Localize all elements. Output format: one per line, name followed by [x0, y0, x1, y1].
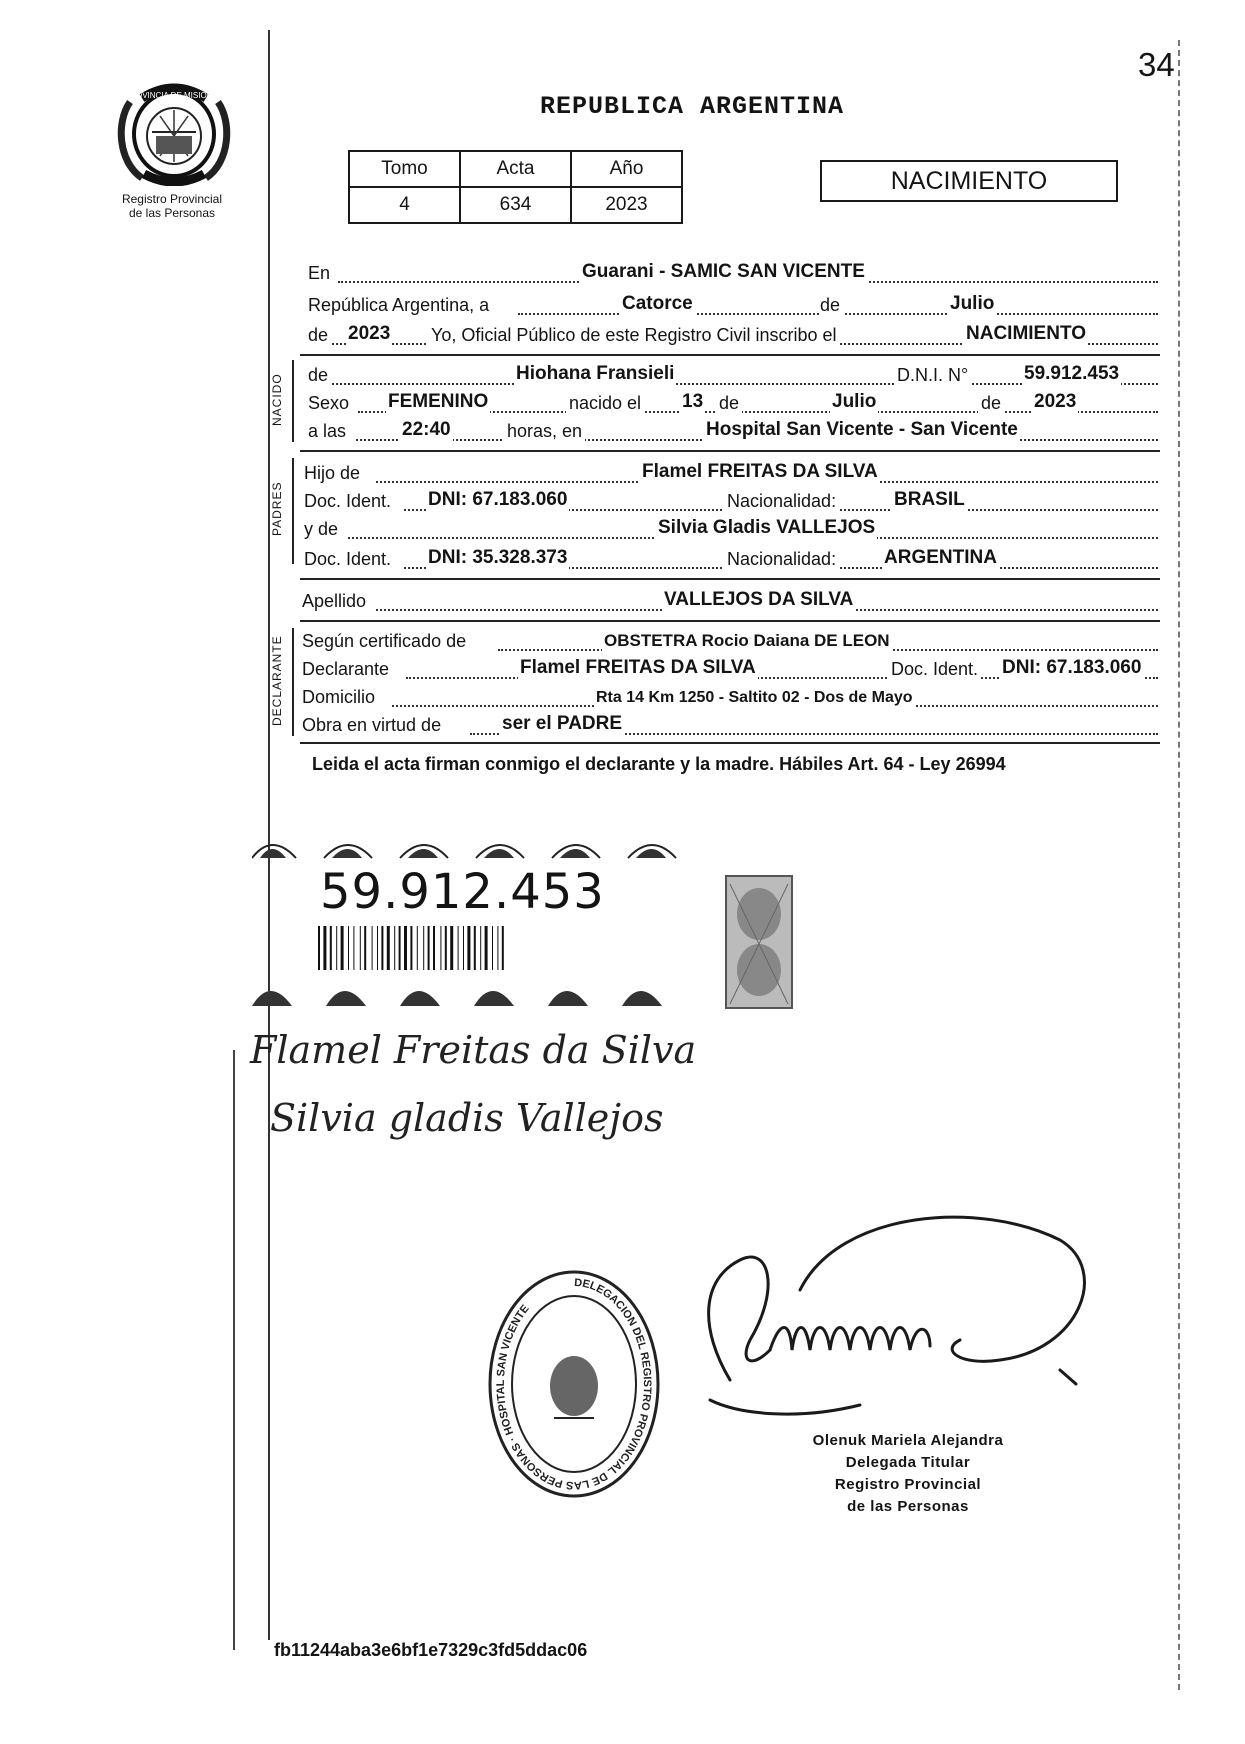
- father-nationality: BRASIL: [894, 489, 965, 510]
- acta-value-acta: 634: [460, 187, 571, 223]
- inscribo-value: NACIMIENTO: [966, 323, 1086, 344]
- mother-doc: DNI: 35.328.373: [428, 547, 568, 568]
- address-value: Rta 14 Km 1250 - Saltito 02 - Dos de Mayo: [596, 689, 913, 706]
- line-apellido: Apellido VALLEJOS DA SILVA: [302, 590, 1158, 614]
- acta-table: [348, 150, 683, 224]
- birth-day: 13: [682, 391, 704, 412]
- acta-header-tomo: Tomo: [349, 151, 460, 187]
- father-doc: DNI: 67.183.060: [428, 489, 568, 510]
- birth-year: 2023: [1034, 391, 1077, 412]
- sex-value: FEMENINO: [388, 391, 489, 412]
- child-name: Hiohana Fransieli: [516, 363, 675, 384]
- dni-card-number: 59.912.453: [320, 864, 605, 920]
- line-padre: Hijo de Flamel FREITAS DA SILVA: [304, 462, 1158, 486]
- place-value: Guarani - SAMIC SAN VICENTE: [582, 261, 865, 282]
- logo-caption-line2: de las Personas: [128, 206, 216, 220]
- line-nacido-time: a las 22:40 horas, en Hospital San Vicente - San Vicente: [308, 420, 1158, 444]
- record-type-box: NACIMIENTO: [820, 160, 1118, 202]
- barcode: [316, 926, 570, 970]
- line-padre-doc: Doc. Ident. DNI: 67.183.060 Nacionalidad: BRASIL: [304, 490, 1158, 514]
- official-role: Delegada Titular: [845, 1454, 971, 1471]
- logo-top-text: PROVINCIA DE MISIONES: [124, 91, 224, 100]
- line-declarante: Declarante Flamel FREITAS DA SILVA Doc. Ident. DNI: 67.183.060: [302, 658, 1158, 682]
- birth-month: Julio: [832, 391, 877, 412]
- page-edge-line: [1178, 40, 1180, 1690]
- official-block: [784, 1430, 1032, 1518]
- section-label-nacido: NACIDO: [270, 373, 284, 426]
- acta-value-tomo: 4: [349, 187, 460, 223]
- margin-line-lower: [233, 1050, 235, 1650]
- declarant-name: Flamel FREITAS DA SILVA: [520, 657, 756, 678]
- acta-value-anio: 2023: [571, 187, 682, 223]
- line-domicilio: Domicilio Rta 14 Km 1250 - Saltito 02 - Dos de Mayo: [302, 686, 1158, 710]
- line-madre: y de Silvia Gladis VALLEJOS: [304, 518, 1158, 542]
- line-inscribo: de 2023 Yo, Oficial Público de este Registro Civil inscribo el NACIMIENTO: [308, 324, 1158, 348]
- page-number: 34: [1138, 46, 1175, 83]
- section-label-declarante: DECLARANTE: [270, 635, 284, 726]
- official-office-line1: Registro Provincial: [834, 1476, 982, 1493]
- closing-statement: Leida el acta firman conmigo el declarante y la madre. Hábiles Art. 64 - Ley 26994: [312, 754, 1006, 774]
- security-rosette-strip-top: [252, 832, 684, 862]
- acta-header-anio: Año: [571, 151, 682, 187]
- father-name: Flamel FREITAS DA SILVA: [642, 461, 878, 482]
- document-hash: fb11244aba3e6bf1e7329c3fd5ddac06: [274, 1640, 588, 1660]
- month-value: Julio: [950, 293, 995, 314]
- mother-name: Silvia Gladis VALLEJOS: [658, 517, 876, 538]
- obra-value: ser el PADRE: [502, 713, 623, 734]
- mother-nationality: ARGENTINA: [884, 547, 997, 568]
- line-nacido-name: de Hiohana Fransieli D.N.I. N° 59.912.453: [308, 364, 1158, 388]
- signature-declarante: Flamel Freitas da Silva: [250, 1028, 697, 1072]
- line-certificado: Según certificado de OBSTETRA Rocio Daiana DE LEON: [302, 630, 1158, 654]
- official-signature: [680, 1200, 1100, 1430]
- hologram-seal: [724, 874, 794, 1010]
- line-nacido-birth: Sexo FEMENINO nacido el 13 de Julio de 2023: [308, 392, 1158, 416]
- acta-header-acta: Acta: [460, 151, 571, 187]
- line-republica: República Argentina, a Catorce de Julio: [308, 294, 1158, 318]
- official-seal: [484, 1266, 664, 1502]
- signature-madre: Silvia gladis Vallejos: [270, 1096, 664, 1140]
- surname-value: VALLEJOS DA SILVA: [664, 589, 854, 610]
- year-value: 2023: [348, 323, 391, 344]
- child-dni: 59.912.453: [1024, 363, 1120, 384]
- logo-caption: [92, 192, 252, 220]
- official-office-line2: de las Personas: [847, 1498, 969, 1515]
- security-rosette-strip-bottom: [240, 976, 680, 1006]
- line-madre-doc: Doc. Ident. DNI: 35.328.373 Nacionalidad: ARGENTINA: [304, 548, 1158, 572]
- document-title: REPUBLICA ARGENTINA: [540, 92, 845, 121]
- line-en: En Guarani - SAMIC SAN VICENTE: [308, 262, 1158, 286]
- coat-of-arms-logo: [112, 72, 236, 186]
- declarant-doc: DNI: 67.183.060: [1002, 657, 1142, 678]
- official-name: Olenuk Mariela Alejandra: [812, 1432, 1004, 1449]
- line-obra: Obra en virtud de ser el PADRE: [302, 714, 1158, 738]
- certificate-value: OBSTETRA Rocio Daiana DE LEON: [604, 631, 890, 650]
- seal-text: DELEGACION DEL REGISTRO PROVINCIAL DE LAS PERSONAS · HOSPITAL SAN VICENTE: [494, 1276, 653, 1492]
- section-label-padres: PADRES: [270, 481, 284, 536]
- logo-caption-line1: Registro Provincial: [121, 192, 223, 206]
- day-text: Catorce: [622, 293, 693, 314]
- birth-time: 22:40: [402, 419, 451, 440]
- birth-place: Hospital San Vicente - San Vicente: [706, 419, 1018, 440]
